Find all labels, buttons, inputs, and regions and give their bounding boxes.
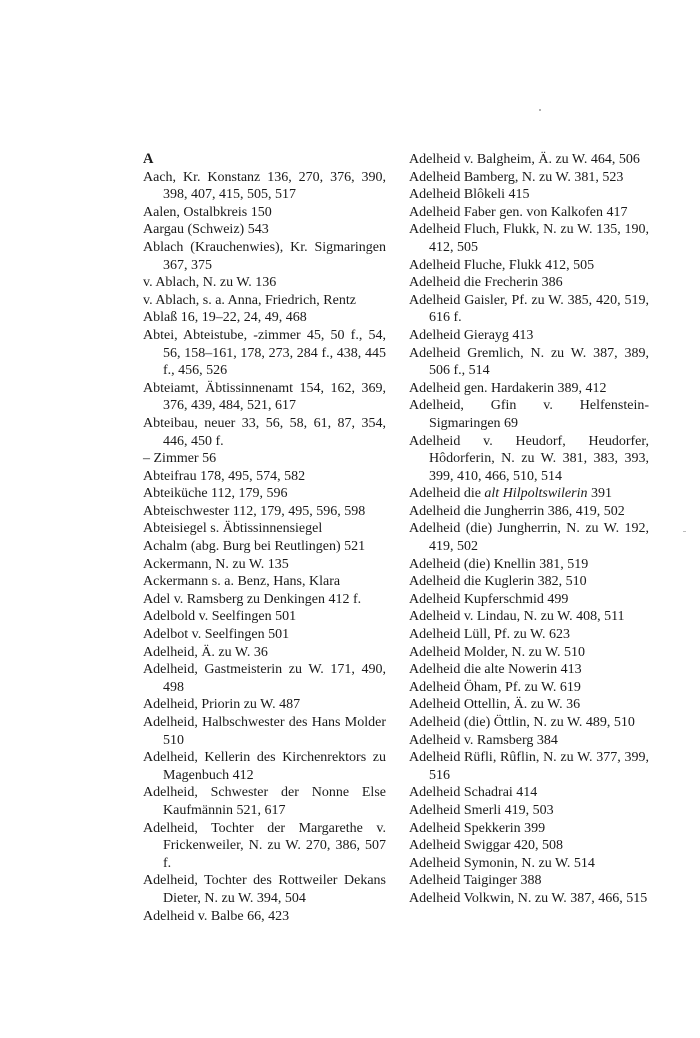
margin-mark [683,531,686,532]
index-entry: Abteibau, neuer 33, 56, 58, 61, 87, 354, 446, 450 f. [143,415,386,449]
index-entry: Adelheid Smerli 419, 503 [409,802,554,818]
index-entry: Abteischwester 112, 179, 495, 596, 598 [143,503,366,519]
index-entry: Adelheid Kupferschmid 499 [409,591,569,607]
index-entry: Adelheid Spekkerin 399 [409,820,546,836]
index-entry: Adelheid Faber gen. von Kalkofen 417 [409,204,628,220]
index-entry: Adelheid, Tochter der Margarethe v. Frickenweiler, N. zu W. 270, 386, 507 f. [143,820,386,871]
index-entry: Adelheid v. Lindau, N. zu W. 408, 511 [409,609,625,625]
index-entry: Adelheid Symonin, N. zu W. 514 [409,855,595,871]
index-entry: Adelheid Taiginger 388 [409,873,542,889]
index-entry: Adelheid Öham, Pf. zu W. 619 [409,679,581,695]
index-entry: – Zimmer 56 [143,451,217,467]
index-entry: Ablaß 16, 19–22, 24, 49, 468 [143,310,307,326]
index-entry: Adelheid gen. Hardakerin 389, 412 [409,380,607,396]
index-entry: Ackermann s. a. Benz, Hans, Klara [143,574,341,590]
index-entry: Abteiamt, Äbtissinnenamt 154, 162, 369, 376, 439, 484, 521, 617 [143,380,386,414]
index-entry: Adelheid die Jungherrin 386, 419, 502 [409,503,625,519]
index-column-left [143,151,386,925]
index-entry: Adelbot v. Seelfingen 501 [143,627,290,643]
index-entry: Ackermann, N. zu W. 135 [143,556,289,572]
index-entry: Adelheid Gaisler, Pf. zu W. 385, 420, 519, 616 f. [409,292,649,326]
index-list-left [143,169,386,926]
index-entry: Adelheid, Ä. zu W. 36 [143,644,268,660]
index-entry: Abtei, Abteistube, -zimmer 45, 50 f., 54, 56, 158–161, 178, 273, 284 f., 438, 445 f., 456, 526 [143,327,386,379]
index-entry: Adelheid Gremlich, N. zu W. 387, 389, 506 f., 514 [409,345,649,379]
index-entry: Aalen, Ostalbkreis 150 [143,204,272,220]
index-entry: Adelheid Volkwin, N. zu W. 387, 466, 515 [409,890,648,906]
index-entry: Adelheid Bamberg, N. zu W. 381, 523 [409,169,624,185]
index-entry: Adelheid v. Heudorf, Heudorfer, Hôdorferin, N. zu W. 381, 383, 393, 399, 410, 466, 510, 514 [409,433,649,484]
index-entry: v. Ablach, s. a. Anna, Friedrich, Rentz [143,292,356,308]
index-entry: Adelheid, Gastmeisterin zu W. 171, 490, 498 [143,662,386,695]
speck-mark [539,109,541,111]
index-entry: Adelheid, Priorin zu W. 487 [143,697,301,713]
index-entry: Adelheid, Halbschwester des Hans Molder 510 [143,715,386,748]
index-entry: Abteifrau 178, 495, 574, 582 [143,468,306,484]
index-entry: Adelheid v. Balgheim, Ä. zu W. 464, 506 [409,152,640,167]
index-entry: Adelheid, Tochter des Rottweiler Dekans Dieter, N. zu W. 394, 504 [143,873,386,906]
index-entry: Adelheid die alt Hilpoltswilerin 391 [409,486,612,502]
index-entry: Adelheid Fluche, Flukk 412, 505 [409,257,595,273]
index-entry: Adelheid, Gfin v. Helfenstein-Sigmaringen 69 [409,398,649,431]
index-entry: Adelheid die Kuglerin 382, 510 [409,574,587,590]
index-entry: Adelheid Swiggar 420, 508 [409,838,563,854]
index-entry: Adelheid v. Ramsberg 384 [409,732,558,748]
index-entry: Adelheid (die) Knellin 381, 519 [409,556,589,572]
index-entry: Ablach (Krauchenwies), Kr. Sigmaringen 367, 375 [143,239,386,273]
index-entry: Adelheid (die) Jungherrin, N. zu W. 192, 419, 502 [409,521,649,555]
letter-heading: A [143,151,154,167]
index-entry: Adelheid Schadrai 414 [409,785,538,801]
index-entry: v. Ablach, N. zu W. 136 [143,275,277,291]
index-entry: Adelheid, Kellerin des Kirchenrektors zu Magenbuch 412 [143,750,386,783]
index-entry: Achalm (abg. Burg bei Reutlingen) 521 [143,539,366,555]
index-entry: Adel v. Ramsberg zu Denkingen 412 f. [143,591,362,607]
index-entry: Adelheid v. Balbe 66, 423 [143,908,290,924]
index-entry: Adelheid Gierayg 413 [409,327,534,343]
index-entry: Adelheid Rüfli, Rûflin, N. zu W. 377, 399, 516 [409,750,649,783]
index-entry: Adelheid (die) Öttlin, N. zu W. 489, 510 [409,715,635,730]
index-entry: Adelheid Ottellin, Ä. zu W. 36 [409,697,581,713]
index-list-right [409,151,649,908]
index-entry: Aargau (Schweiz) 543 [143,222,269,238]
index-entry: Adelheid, Schwester der Nonne Else Kaufmännin 521, 617 [143,785,386,818]
index-column-right [409,151,649,908]
index-entry: Adelheid Molder, N. zu W. 510 [409,644,585,660]
index-entry: Adelheid Blôkeli 415 [409,187,530,203]
index-entry: Adelheid Lüll, Pf. zu W. 623 [409,627,570,643]
index-entry: Adelheid die alte Nowerin 413 [409,662,582,678]
index-entry: Abteiküche 112, 179, 596 [143,486,288,502]
index-entry: Adelheid Fluch, Flukk, N. zu W. 135, 190, 412, 505 [409,222,649,255]
index-entry: Aach, Kr. Konstanz 136, 270, 376, 390, 398, 407, 415, 505, 517 [143,169,386,203]
index-entry: Adelheid die Frecherin 386 [409,275,563,291]
index-entry: Adelbold v. Seelfingen 501 [143,609,297,625]
index-entry: Abteisiegel s. Äbtissinnensiegel [143,521,323,537]
